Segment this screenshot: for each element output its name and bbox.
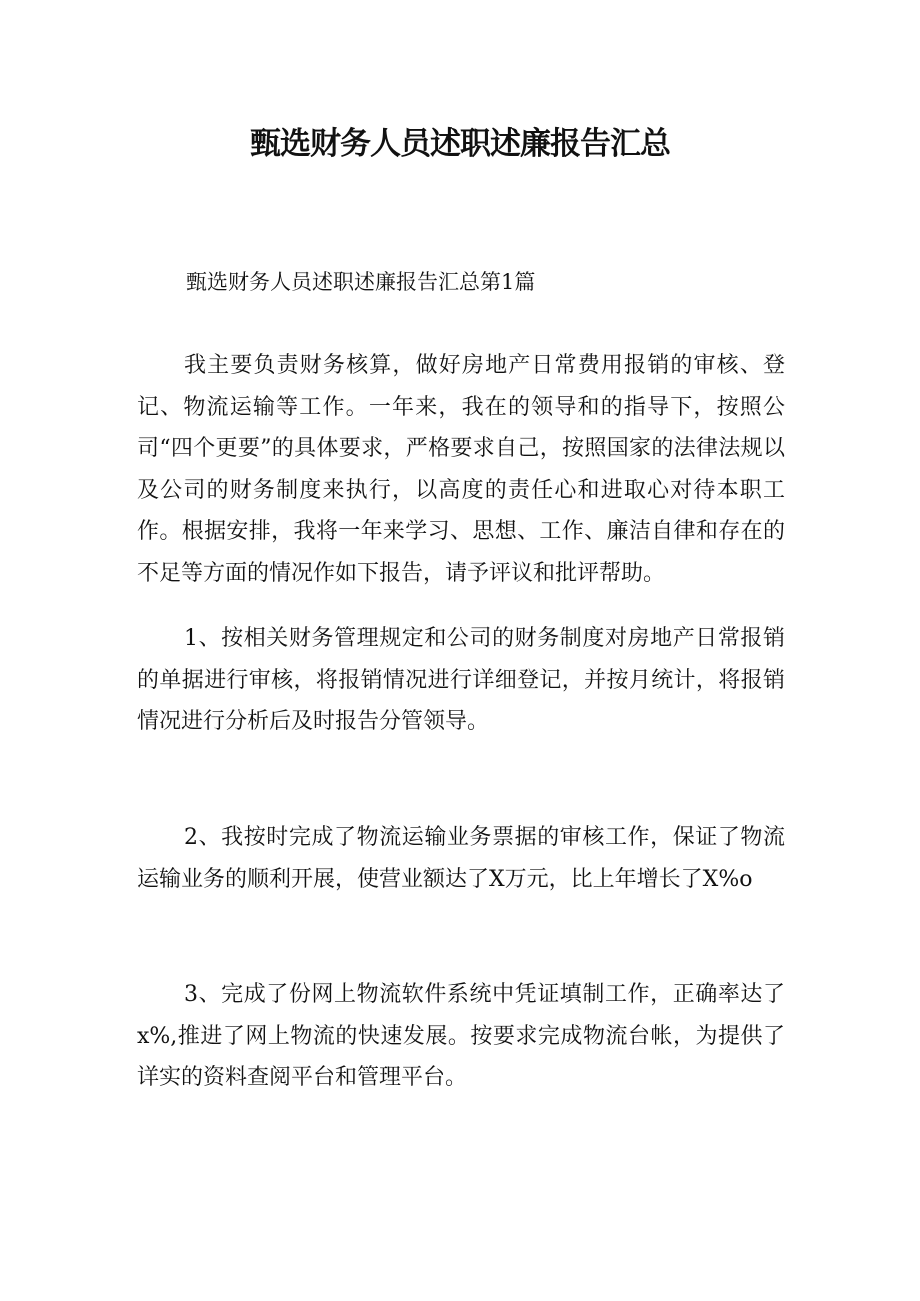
paragraph-item-2: 2、我按时完成了物流运输业务票据的审核工作，保证了物流运输业务的顺利开展，使营业额达了X万元，比上年增长了X%o <box>137 825 785 892</box>
paragraph-intro: 我主要负责财务核算，做好房地产日常费用报销的审核、登记、物流运输等工作。一年来，我在的领导和的指导下，按照公司“四个更要”的具体要求，严格要求自己，按照国家的法律法规以及公司的财务制度来执行，以高度的责任心和进取心对待本职工作。根据安排，我将一年来学习、思想、工作、廉洁自律和存在的不足等方面的情况作如下报告，请予评议和批评帮助。 <box>137 353 785 586</box>
paragraph-item-3: 3、完成了份网上物流软件系统中凭证填制工作，正确率达了x%,推进了网上物流的快速发展。按要求完成物流台帐，为提供了详实的资料查阅平台和管理平台。 <box>137 982 785 1090</box>
paragraph-item-1: 1、按相关财务管理规定和公司的财务制度对房地产日常报销的单据进行审核，将报销情况进行详细登记，并按月统计，将报销情况进行分析后及时报告分管领导。 <box>137 626 785 734</box>
document-title: 甄选财务人员述职述廉报告汇总 <box>250 126 670 162</box>
section-heading: 甄选财务人员述职述廉报告汇总第1篇 <box>186 270 536 294</box>
